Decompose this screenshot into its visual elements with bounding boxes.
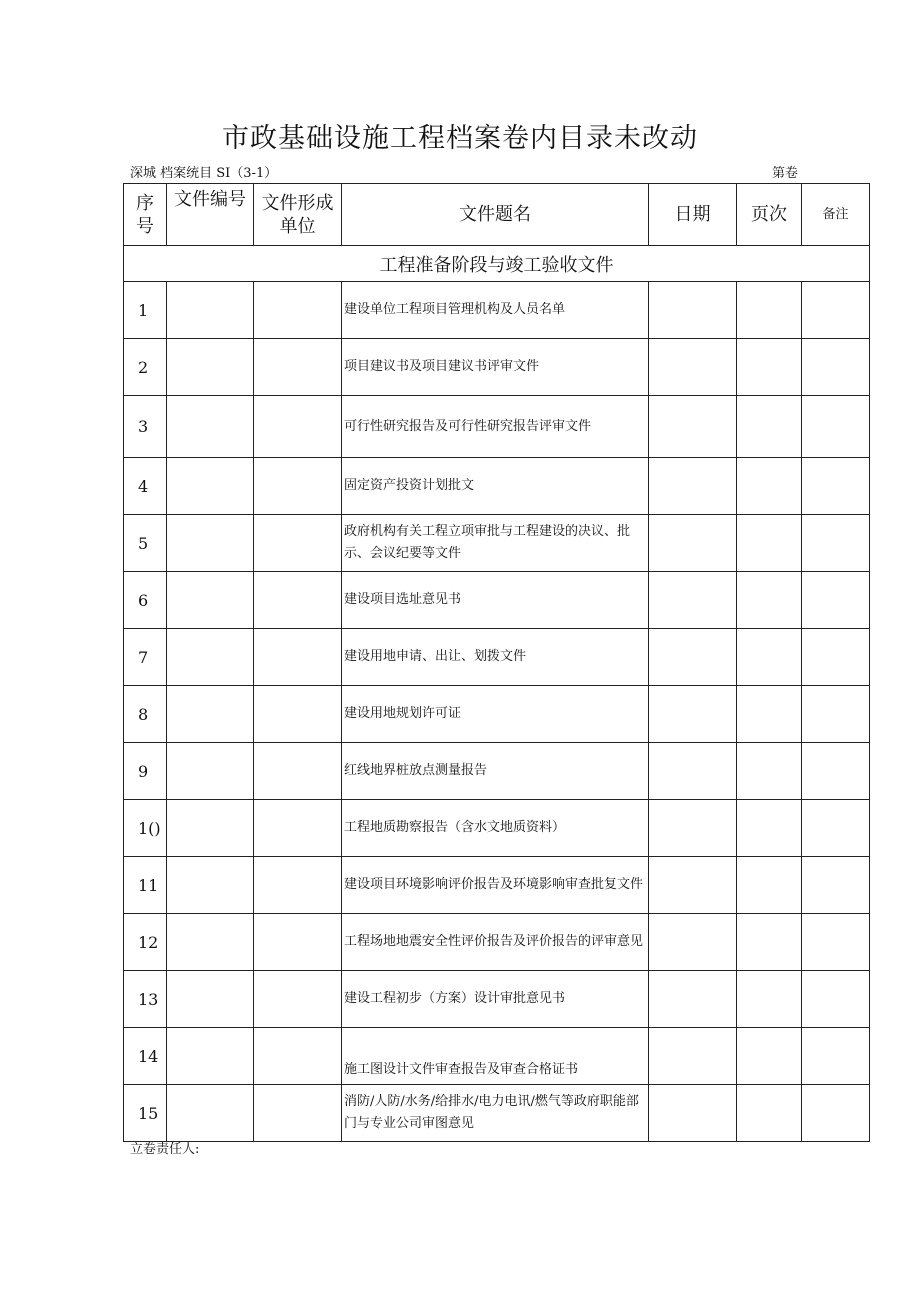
row-pages — [737, 515, 802, 572]
table-body — [124, 282, 870, 1142]
row-date — [649, 629, 737, 686]
row-unit — [254, 629, 342, 686]
row-number: 12 — [124, 914, 167, 971]
row-number: 3 — [124, 396, 167, 458]
row-date — [649, 1028, 737, 1085]
table-row — [124, 743, 870, 800]
row-date — [649, 686, 737, 743]
row-remark — [802, 686, 870, 743]
row-doc-no — [167, 1028, 254, 1085]
row-unit — [254, 686, 342, 743]
header-doc-no: 文件编号 — [167, 184, 254, 246]
table-row — [124, 857, 870, 914]
row-pages — [737, 339, 802, 396]
page-title: 市政基础设施工程档案卷内目录未改动 — [222, 123, 698, 154]
row-remark — [802, 743, 870, 800]
row-remark — [802, 396, 870, 458]
row-pages — [737, 1028, 802, 1085]
row-date — [649, 515, 737, 572]
row-number: 1 — [124, 282, 167, 339]
responsible-person-label: 立卷责任人: — [130, 1142, 200, 1157]
header-unit-line2: 单位 — [279, 215, 316, 237]
row-pages — [737, 458, 802, 515]
row-number: 2 — [124, 339, 167, 396]
row-unit — [254, 515, 342, 572]
row-doc-title: 可行性研究报告及可行性研究报告评审文件 — [342, 396, 649, 458]
row-doc-title: 建设单位工程项目管理机构及人员名单 — [342, 282, 649, 339]
row-doc-title: 建设用地规划许可证 — [342, 686, 649, 743]
row-unit — [254, 971, 342, 1028]
row-pages — [737, 686, 802, 743]
row-remark — [802, 339, 870, 396]
table-row — [124, 914, 870, 971]
header-pages: 页次 — [737, 184, 802, 246]
row-doc-no — [167, 743, 254, 800]
row-doc-title: 政府机构有关工程立项审批与工程建设的决议、批示、会议纪要等文件 — [342, 515, 649, 572]
row-date — [649, 339, 737, 396]
row-doc-no — [167, 857, 254, 914]
header-remark: 备注 — [802, 184, 870, 246]
row-pages — [737, 743, 802, 800]
row-number: 13 — [124, 971, 167, 1028]
row-doc-title: 建设用地申请、出让、划拨文件 — [342, 629, 649, 686]
section-title: 工程准备阶段与竣工验收文件 — [124, 246, 870, 282]
row-doc-no — [167, 282, 254, 339]
row-doc-title: 施工图设计文件审查报告及审查合格证书 — [342, 1028, 649, 1085]
row-number: 8 — [124, 686, 167, 743]
row-pages — [737, 1085, 802, 1142]
row-remark — [802, 1028, 870, 1085]
row-remark — [802, 629, 870, 686]
table-row — [124, 458, 870, 515]
row-pages — [737, 800, 802, 857]
row-unit — [254, 857, 342, 914]
row-number: 14 — [124, 1028, 167, 1085]
row-pages — [737, 971, 802, 1028]
row-doc-no — [167, 971, 254, 1028]
row-doc-no — [167, 339, 254, 396]
row-remark — [802, 800, 870, 857]
row-doc-title: 工程场地地震安全性评价报告及评价报告的评审意见 — [342, 914, 649, 971]
row-doc-title: 建设项目环境影响评价报告及环境影响审查批复文件 — [342, 857, 649, 914]
table-row — [124, 572, 870, 629]
row-remark — [802, 515, 870, 572]
row-doc-no — [167, 1085, 254, 1142]
row-doc-no — [167, 800, 254, 857]
row-remark — [802, 914, 870, 971]
row-number: 6 — [124, 572, 167, 629]
row-number: 9 — [124, 743, 167, 800]
row-unit — [254, 572, 342, 629]
section-row — [124, 246, 870, 282]
row-doc-title: 红线地界桩放点测量报告 — [342, 743, 649, 800]
row-unit — [254, 914, 342, 971]
row-doc-no — [167, 914, 254, 971]
header-seq-line2: 号 — [136, 215, 154, 237]
row-number: 15 — [124, 1085, 167, 1142]
row-date — [649, 971, 737, 1028]
row-unit — [254, 339, 342, 396]
header-seq — [124, 184, 167, 246]
row-date — [649, 800, 737, 857]
row-unit — [254, 458, 342, 515]
row-pages — [737, 629, 802, 686]
header-row — [124, 184, 870, 246]
row-date — [649, 282, 737, 339]
row-doc-no — [167, 396, 254, 458]
row-remark — [802, 458, 870, 515]
table-row — [124, 686, 870, 743]
header-unit — [254, 184, 342, 246]
row-doc-title: 建设工程初步（方案）设计审批意见书 — [342, 971, 649, 1028]
row-number: 7 — [124, 629, 167, 686]
row-remark — [802, 857, 870, 914]
row-doc-title: 项目建议书及项目建议书评审文件 — [342, 339, 649, 396]
row-doc-title: 消防/人防/水务/给排水/电力电讯/燃气等政府职能部门与专业公司审图意见 — [342, 1085, 649, 1142]
row-remark — [802, 1085, 870, 1142]
row-pages — [737, 857, 802, 914]
row-number: 11 — [124, 857, 167, 914]
header-doc-title: 文件题名 — [342, 184, 649, 246]
row-remark — [802, 572, 870, 629]
row-doc-no — [167, 458, 254, 515]
row-pages — [737, 572, 802, 629]
table-row — [124, 396, 870, 458]
row-doc-no — [167, 572, 254, 629]
row-pages — [737, 282, 802, 339]
table-row — [124, 1085, 870, 1142]
header-date: 日期 — [649, 184, 737, 246]
row-pages — [737, 396, 802, 458]
row-doc-title: 建设项目选址意见书 — [342, 572, 649, 629]
catalog-table — [123, 183, 870, 1142]
row-unit — [254, 1028, 342, 1085]
archive-code: 深城 档案统目 SI（3-1） — [130, 166, 278, 181]
table-row — [124, 629, 870, 686]
row-unit — [254, 396, 342, 458]
row-unit — [254, 743, 342, 800]
volume-label: 第卷 — [772, 166, 799, 181]
row-remark — [802, 282, 870, 339]
table-row — [124, 515, 870, 572]
row-date — [649, 572, 737, 629]
row-unit — [254, 800, 342, 857]
row-date — [649, 458, 737, 515]
row-doc-no — [167, 515, 254, 572]
row-date — [649, 396, 737, 458]
row-date — [649, 1085, 737, 1142]
table-row — [124, 339, 870, 396]
row-date — [649, 914, 737, 971]
row-number: 4 — [124, 458, 167, 515]
row-doc-no — [167, 629, 254, 686]
row-date — [649, 743, 737, 800]
row-number: 1() — [124, 800, 167, 857]
row-unit — [254, 1085, 342, 1142]
table-row — [124, 800, 870, 857]
row-pages — [737, 914, 802, 971]
table-row — [124, 282, 870, 339]
row-doc-title: 工程地质勘察报告（含水文地质资料） — [342, 800, 649, 857]
row-unit — [254, 282, 342, 339]
row-date — [649, 857, 737, 914]
header-unit-line1: 文件形成 — [261, 192, 334, 214]
row-doc-title: 固定资产投资计划批文 — [342, 458, 649, 515]
table-row — [124, 971, 870, 1028]
row-remark — [802, 971, 870, 1028]
row-number: 5 — [124, 515, 167, 572]
row-doc-no — [167, 686, 254, 743]
header-seq-line1: 序 — [136, 192, 154, 214]
table-row — [124, 1028, 870, 1085]
